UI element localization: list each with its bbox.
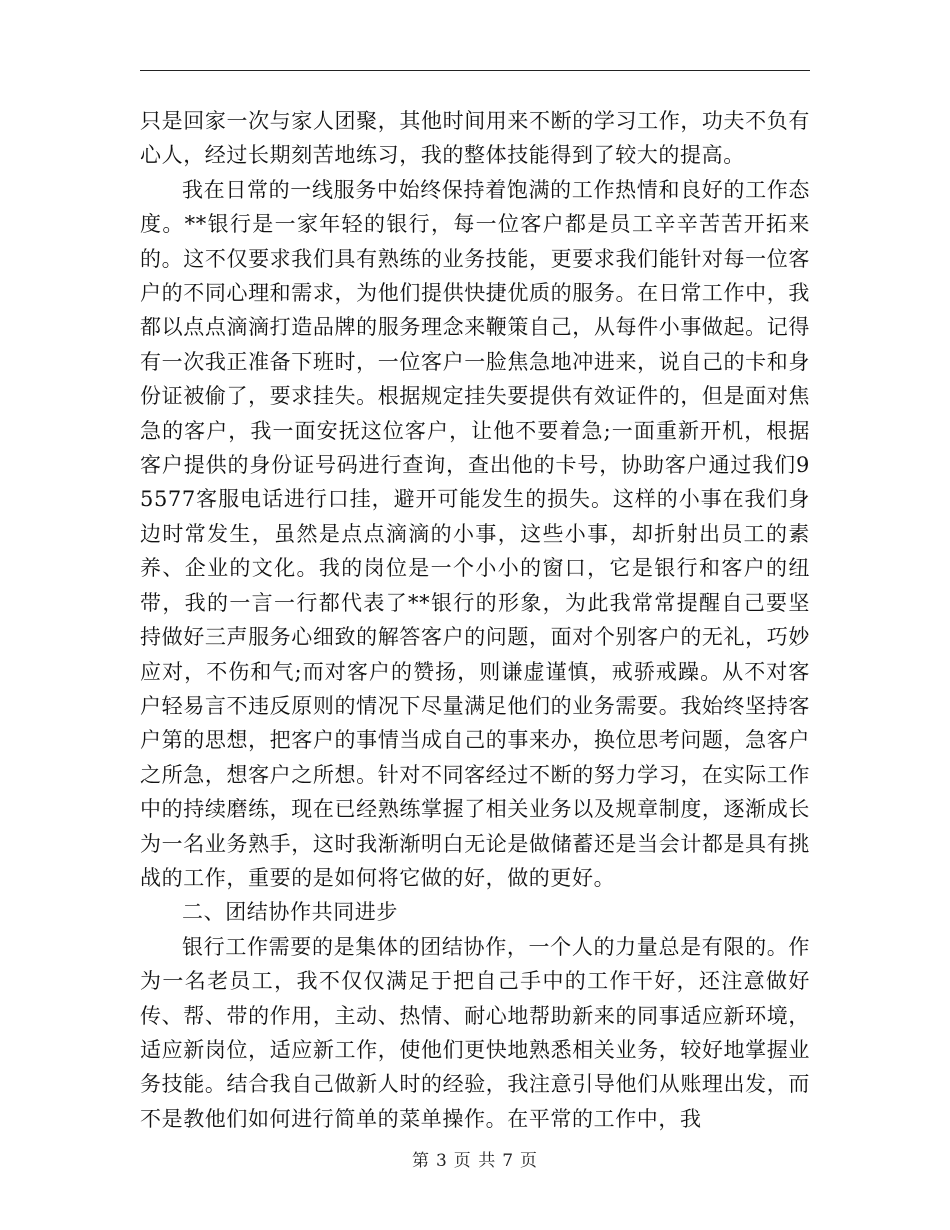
footer-suffix: 页 [520, 1151, 539, 1171]
footer-current-page: 3 [435, 1151, 448, 1171]
paragraph-teamwork: 银行工作需要的是集体的团结协作，一个人的力量总是有限的。作为一名老员工，我不仅仅满足于把自己手中的工作干好，还注意做好传、帮、带的作用，主动、热情、耐心地帮助新来的同事适应新环境，适应新岗位，适应新工作，使他们更快地熟悉相关业务，较好地掌握业务技能。结合我自己做新人时的经验，我注意引导他们从账理出发，而不是教他们如何进行简单的菜单操作。在平常的工作中，我 [140, 934, 810, 1131]
footer-prefix: 第 [411, 1151, 430, 1171]
header-rule [140, 70, 810, 71]
paragraph-service-attitude: 我在日常的一线服务中始终保持着饱满的工作热情和良好的工作态度。**银行是一家年轻的银行，每一位客户都是员工辛辛苦苦开拓来的。这不仅要求我们具有熟练的业务技能，更要求我们能针对每一位客户的不同心理和需求，为他们提供快捷优质的服务。在日常工作中，我都以点点滴滴打造品牌的服务理念来鞭策自己，从每件小事做起。记得有一次我正准备下班时，一位客户一脸焦急地冲进来，说自己的卡和身份证被偷了，要求挂失。根据规定挂失要提供有效证件的，但是面对焦急的客户，我一面安抚这位客户，让他不要着急;一面重新开机，根据客户提供的身份证号码进行查询，查出他的卡号，协助客户通过我们95577客服电话进行口挂，避开可能发生的损失。这样的小事在我们身边时常发生，虽然是点点滴滴的小事，这些小事，却折射出员工的素养、企业的文化。我的岗位是一个小小的窗口，它是银行和客户的纽带，我的一言一行都代表了**银行的形象，为此我常常提醒自己要坚持做好三声服务心细致的解答客户的问题，面对个别客户的无礼，巧妙应对，不伤和气;而对客户的赞扬，则谦虚谨慎，戒骄戒躁。从不对客户轻易言不违反原则的情况下尽量满足他们的业务需要。我始终坚持客户第的思想，把客户的事情当成自己的事来办，换位思考问题，急客户之所急，想客户之所想。针对不同客经过不断的努力学习，在实际工作中的持续磨练，现在已经熟练掌握了相关业务以及规章制度，逐渐成长为一名业务熟手，这时我渐渐明白无论是做储蓄还是当会计都是具有挑战的工作，重要的是如何将它做的好，做的更好。 [140, 177, 810, 890]
paragraph-continued: 只是回家一次与家人团聚，其他时间用来不断的学习工作，功夫不负有心人，经过长期刻苦地练习，我的整体技能得到了较大的提高。 [140, 109, 810, 168]
footer-total-pages: 7 [502, 1151, 515, 1171]
page-footer [0, 1146, 950, 1171]
section-heading: 二、团结协作共同进步 [182, 900, 398, 925]
footer-middle: 页 共 [453, 1151, 497, 1171]
document-body [140, 104, 810, 1136]
